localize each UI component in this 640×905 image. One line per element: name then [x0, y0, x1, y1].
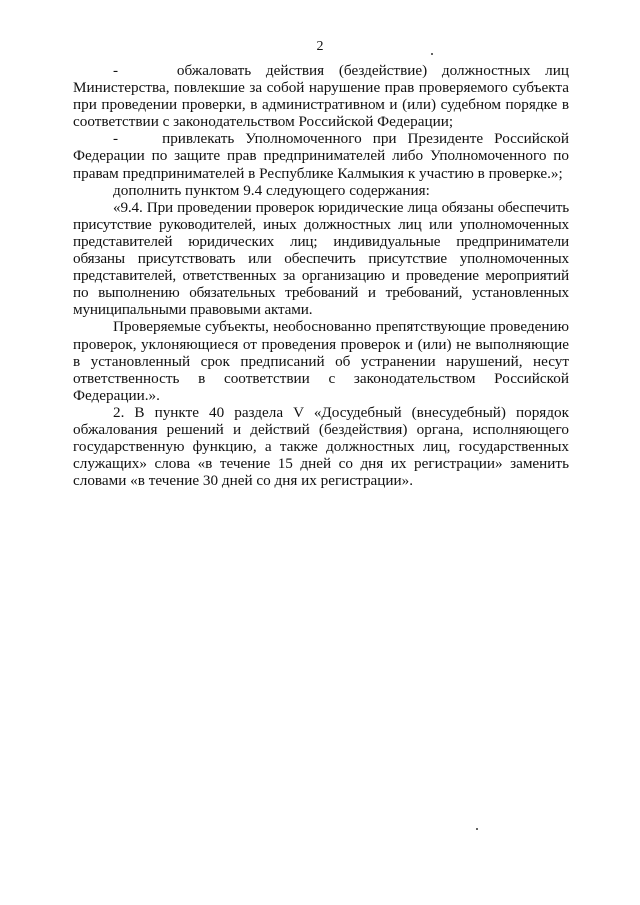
paragraph-appeal-right: - обжаловать действия (бездействие) должностных лиц Министерства, повлекшие за собой нарушение прав проверяемого субъекта при проведении проверки, в административном и (или) судебном порядке в соответствии с законодательством Российской Федерации; — [73, 62, 569, 131]
document-body — [73, 62, 569, 489]
paragraph-ombudsman-right: - привлекать Уполномоченного при Президенте Российской Федерации по защите прав предпринимателей либо Уполномоченного по правам предпринимателей в Республике Калмыкия к участию в проверке.»; — [73, 130, 569, 182]
paragraph-clause-9-4: «9.4. При проведении проверок юридические лица обязаны обеспечить присутствие руководителей, иных должностных лиц или уполномоченных представителей юридических лиц; индивидуальные предприниматели обязаны присутствовать или обеспечить присутствие уполномоченных представителей, ответственных за организацию и проведение мероприятий по выполнению обязательных требований и требований, установленных муниципальными правовыми актами. — [73, 198, 569, 319]
paragraph-liability: Проверяемые субъекты, необоснованно препятствующие проведению проверок, уклоняющиеся от проведения проверок и (или) не выполняющие в установленный срок предписаний об устранении нарушений, несут ответственность в соответствии с законодательством Российской Федерации.». — [73, 318, 569, 404]
scan-speck — [476, 828, 478, 830]
page-number: 2 — [316, 39, 324, 54]
scan-speck — [431, 53, 433, 55]
paragraph-item-2-amendment: 2. В пункте 40 раздела V «Досудебный (внесудебный) порядок обжалования решений и действий (бездействия) органа, исполняющего государственную функцию, а также должностных лиц, государственных служащих» слова «в течение 15 дней со дня их регистрации» заменить словами «в течение 30 дней со дня их регистрации». — [73, 403, 569, 490]
paragraph-add-clause-intro: дополнить пунктом 9.4 следующего содержания: — [113, 181, 430, 199]
